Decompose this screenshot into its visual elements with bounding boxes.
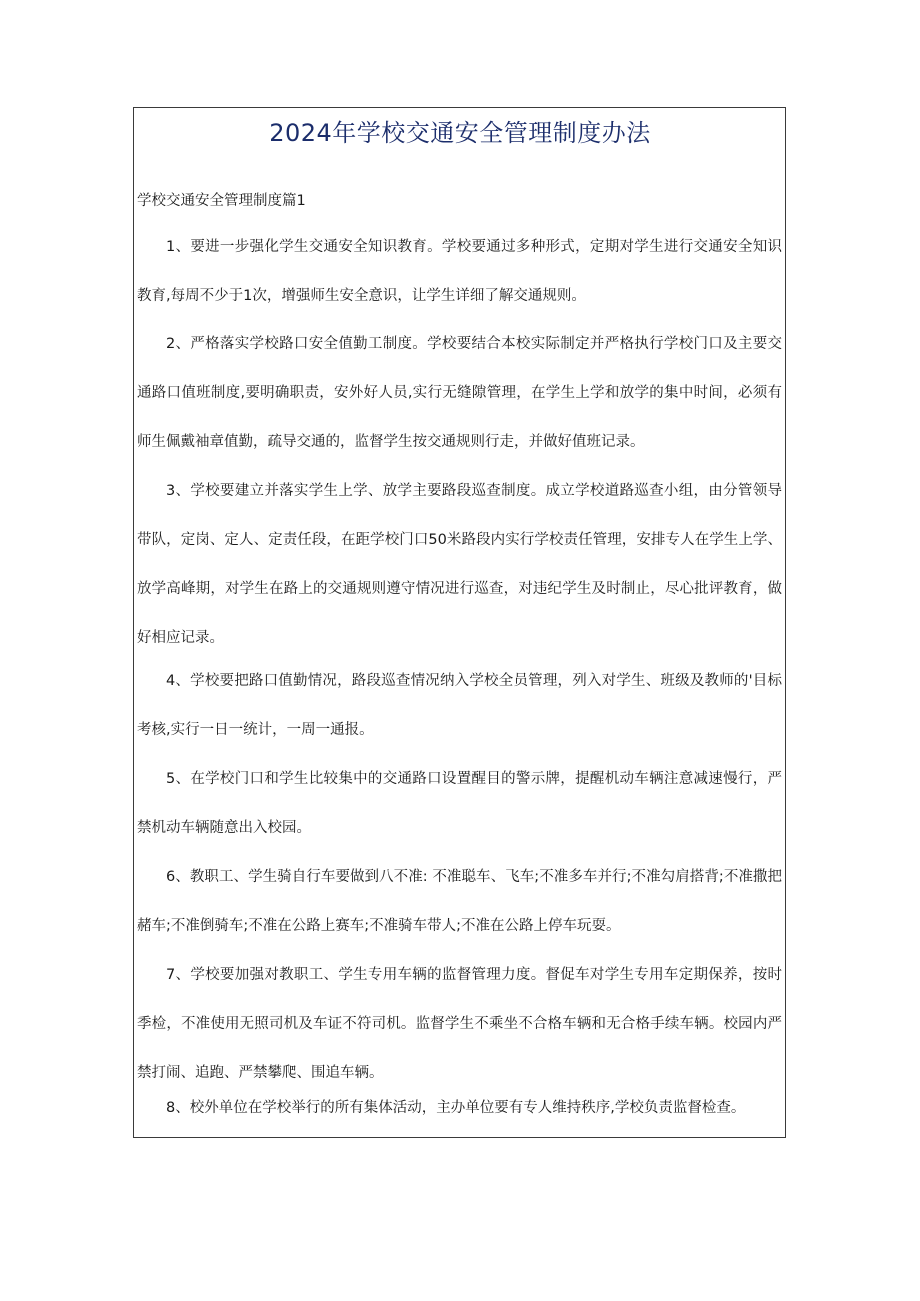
paragraph-4: 4、学校要把路口值勤情况，路段巡查情况纳入学校全员管理，列入对学生、班级及教师的'目标考核,实行一日一统计，一周一通报。 [137,673,782,738]
paragraph-7: 7、学校要加强对教职工、学生专用车辆的监督管理力度。督促车对学生专用车定期保养，按时季检，不准使用无照司机及车证不符司机。监督学生不乘坐不合格车辆和无合格手续车辆。校园内严禁打闹、追跑、严禁攀爬、围追车辆。 [137,967,782,1081]
paragraph-6: 6、教职工、学生骑自行车要做到八不准: 不准聪车、飞车;不准多车并行;不准勾肩搭背;不准撒把赭车;不准倒骑车;不准在公路上赛车;不准骑车带人;不准在公路上停车玩耍。 [137,869,782,934]
paragraph-3: 3、学校要建立并落实学生上学、放学主要路段巡查制度。成立学校道路巡查小组，由分管领导带队，定岗、定人、定责任段，在距学校门口50米路段内实行学校责任管理，安排专人在学生上学、放学高峰期，对学生在路上的交通规则遵守情况进行巡查，对违纪学生及时制止，尽心批评教育，做好相应记录。 [137,483,782,646]
paragraph-1: 1、要进一步强化学生交通安全知识教育。学校要通过多种形式，定期对学生进行交通安全知识教育,每周不少于1次，增强师生安全意识，让学生详细了解交通规则。 [137,239,782,304]
document-title: 2024年学校交通安全管理制度办法 [269,119,651,147]
paragraph-5: 5、在学校门口和学生比较集中的交通路口设置醒目的警示牌，提醒机动车辆注意减速慢行，严禁机动车辆随意出入校园。 [137,771,782,836]
paragraph-8: 8、校外单位在学校举行的所有集体活动，主办单位要有专人维持秩序,学校负责监督检查。 [166,1100,746,1116]
section-heading: 学校交通安全管理制度篇1 [137,193,306,209]
paragraph-2: 2、严格落实学校路口安全值勤工制度。学校要结合本校实际制定并严格执行学校门口及主要交通路口值班制度,要明确职责，安外好人员,实行无缝隙管理，在学生上学和放学的集中时间，必须有师生佩戴袖章值勤，疏导交通的，监督学生按交通规则行走，并做好值班记录。 [137,336,782,450]
